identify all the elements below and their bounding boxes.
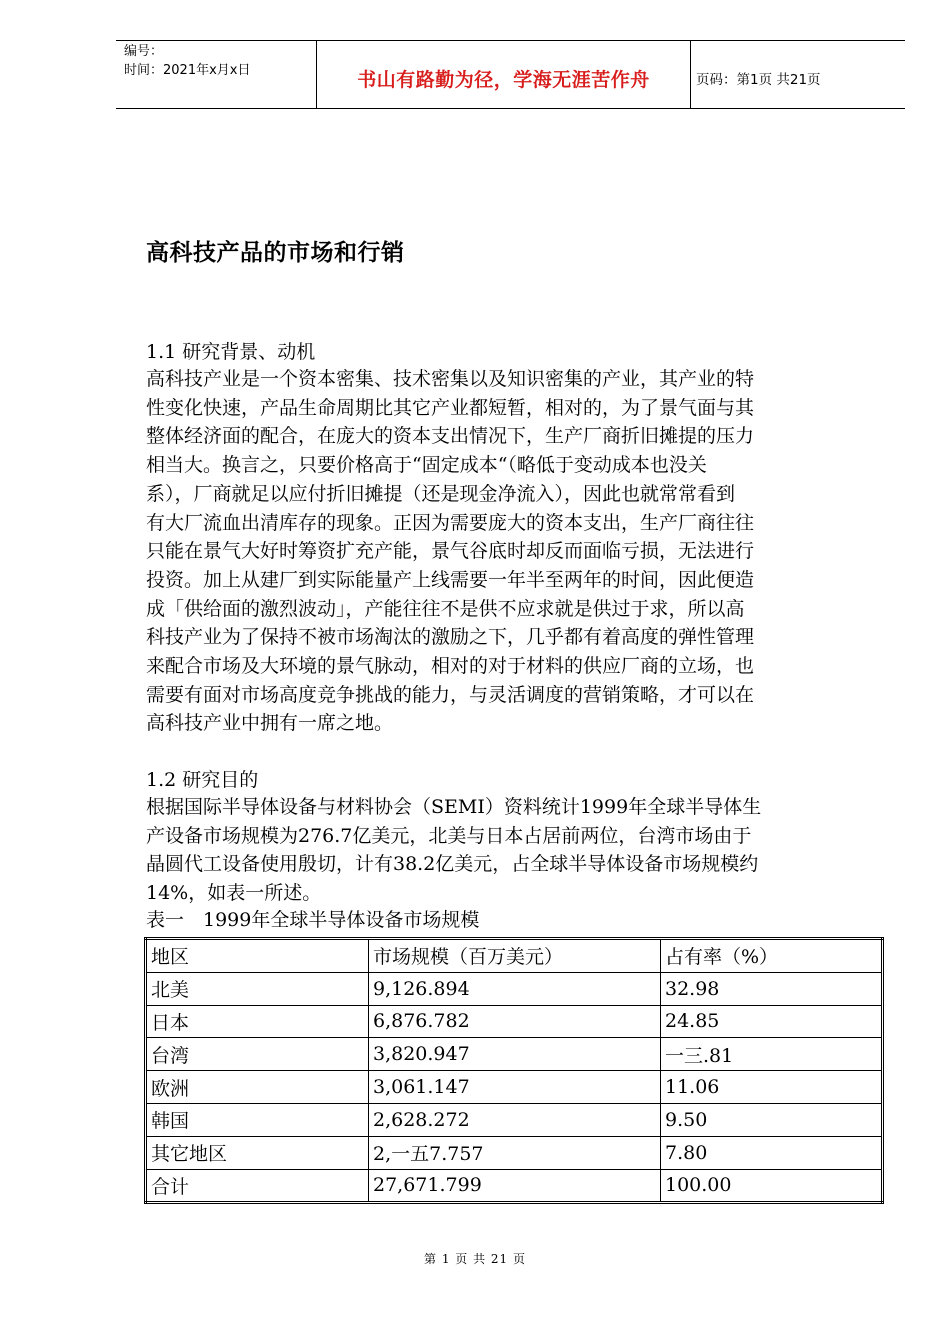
table-cell: 韩国	[146, 1103, 369, 1136]
market-size-table	[144, 937, 884, 1204]
table-row	[146, 1169, 883, 1203]
document-title: 高科技产品的市场和行销	[146, 240, 405, 266]
paragraph-line: 14%，如表一所述。	[146, 882, 322, 905]
table-row	[146, 1005, 883, 1038]
table-cell: 7.80	[661, 1136, 883, 1169]
table-cell: 24.85	[661, 1005, 883, 1038]
table-cell: 台湾	[146, 1038, 369, 1071]
table-cell: 3,820.947	[369, 1038, 661, 1071]
table-cell: 9.50	[661, 1103, 883, 1136]
paragraph-line: 相当大。换言之，只要价格高于“固定成本“（略低于变动成本也没关	[146, 454, 707, 477]
paragraph-line: 系），厂商就足以应付折旧摊提（还是现金净流入），因此也就常常看到	[146, 482, 736, 505]
section-body-background	[146, 365, 876, 738]
table-cell: 3,061.147	[369, 1071, 661, 1104]
table-cell: 9,126.894	[369, 972, 661, 1005]
header-page-cell	[690, 41, 905, 108]
paragraph-line: 整体经济面的配合，在庞大的资本支出情况下，生产厂商折旧摊提的压力	[146, 425, 755, 448]
table-row	[146, 972, 883, 1005]
page-info: 页码：第1页 共21页	[696, 72, 821, 88]
section-body-purpose	[146, 793, 876, 908]
table-header-cell: 占有率（%）	[661, 939, 883, 973]
motto-text: 书山有路勤为径，学海无涯苦作舟	[357, 69, 650, 91]
paragraph-line: 高科技产业中拥有一席之地。	[146, 712, 394, 735]
paragraph-line: 性变化快速，产品生命周期比其它产业都短暂，相对的，为了景气面与其	[146, 396, 755, 419]
paragraph-line: 投资。加上从建厂到实际能量产上线需要一年半至两年的时间，因此便造	[146, 568, 755, 591]
table-header-cell: 地区	[146, 939, 369, 973]
table-row	[146, 1103, 883, 1136]
section-heading-background: 1.1 研究背景、动机	[146, 341, 316, 363]
paragraph-line: 晶圆代工设备使用殷切，计有38.2亿美元，占全球半导体设备市场规模约	[146, 853, 759, 876]
table-cell: 11.06	[661, 1071, 883, 1104]
table-cell: 合计	[146, 1169, 369, 1203]
table-cell: 32.98	[661, 972, 883, 1005]
table-row	[146, 1071, 883, 1104]
paragraph-line: 成「供给面的激烈波动」，产能往往不是供不应求就是供过于求，所以高	[146, 597, 745, 620]
paragraph-line: 根据国际半导体设备与材料协会（SEMI）资料统计1999年全球半导体生	[146, 796, 762, 818]
table-cell: 日本	[146, 1005, 369, 1038]
table-cell: 欧洲	[146, 1071, 369, 1104]
table-cell: 27,671.799	[369, 1169, 661, 1203]
table-row	[146, 1136, 883, 1169]
paragraph-line: 高科技产业是一个资本密集、技术密集以及知识密集的产业，其产业的特	[146, 368, 755, 390]
table-row	[146, 1038, 883, 1071]
table-cell: 一三.81	[661, 1038, 883, 1071]
table-cell: 2,628.272	[369, 1103, 661, 1136]
table-header-cell: 市场规模（百万美元）	[369, 939, 661, 973]
serial-number-label: 编号：	[124, 44, 164, 59]
page-footer: 第 1 页 共 21 页	[424, 1252, 526, 1266]
header-motto-cell	[316, 41, 691, 108]
paragraph-line: 需要有面对市场高度竞争挑战的能力，与灵活调度的营销策略，才可以在	[146, 683, 755, 706]
table-header-row	[146, 939, 883, 973]
paragraph-line: 只能在景气大好时筹资扩充产能，景气谷底时却反而面临亏损，无法进行	[146, 540, 755, 563]
table-cell: 其它地区	[146, 1136, 369, 1169]
paragraph-line: 来配合市场及大环境的景气脉动，相对的对于材料的供应厂商的立场，也	[146, 655, 755, 678]
paragraph-line: 科技产业为了保持不被市场淘汰的激励之下，几乎都有着高度的弹性管理	[146, 626, 755, 649]
document-header	[116, 40, 905, 109]
table-cell: 6,876.782	[369, 1005, 661, 1038]
table-caption: 表一 1999年全球半导体设备市场规模	[146, 909, 480, 931]
paragraph-line: 有大厂流血出清库存的现象。正因为需要庞大的资本支出，生产厂商往往	[146, 511, 755, 534]
section-heading-purpose: 1.2 研究目的	[146, 769, 259, 791]
table-cell: 100.00	[661, 1169, 883, 1203]
header-meta-cell	[116, 41, 316, 108]
date-label: 时间：2021年x月x日	[124, 63, 251, 78]
paragraph-line: 产设备市场规模为276.7亿美元，北美与日本占居前两位，台湾市场由于	[146, 824, 752, 847]
table-cell: 2,一五7.757	[369, 1136, 661, 1169]
table-cell: 北美	[146, 972, 369, 1005]
